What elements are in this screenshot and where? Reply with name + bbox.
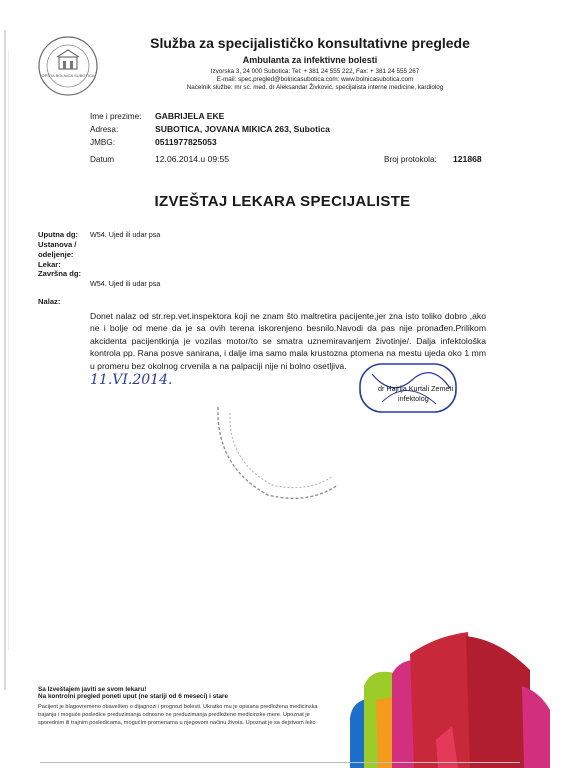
finding-text: Donet nalaz od str.rep.vet.inspektora koji ne znam što maltretira pacijente,jer zna isto toliko dobro ,ako ne i bolje od mene da je sa ovih terena iskorenjeno besnilo.Navodi da pas nije pronađen.Prilikom akcidenta pacijentkinja je vozilas motor/to se smatra uznemiravanjem životinje/. Dalja infektološka kontrola pp. Rana posve sanirana, i dalje ima samo mala krustozna ptomena na mestu ujeda oko 1 mm u promeru bez okolnog crvenila a na palpaciji nije ni bolno osetljiva. bbox=[90, 311, 486, 371]
referral-label: Uputna dg: bbox=[38, 230, 79, 239]
footer-line2: Na kontrolni pregled poneti uput (ne stariji od 6 meseci) i stare bbox=[38, 693, 228, 700]
final-diagnosis-value: W54. Ujed ili udar psa bbox=[90, 279, 161, 288]
patient-address-label: Adresa: bbox=[90, 125, 119, 134]
round-stamp-icon bbox=[208, 387, 346, 507]
footer-line3: Pacijent je blagovremeno obavešten o dijagnozi i prognozi bolesti. Ukratko mu je opisana predložena medicinska bbox=[38, 704, 318, 710]
patient-name-label: Ime i prezime: bbox=[90, 112, 142, 121]
header-email: E-mail: spec.pregled@bolnicasubotica.com: www.bolnicasubotica.com bbox=[216, 76, 414, 83]
protocol-number: 121868 bbox=[453, 154, 482, 164]
seal-text: OPŠTA BOLNICA SUBOTICA bbox=[41, 73, 95, 78]
footer-line5: sporednim ili trajnim posledicama, mogućim promenama u njegovom načinu života. Upoznat je sa dejstvom leko bbox=[38, 720, 316, 726]
doctor-title: infektolog bbox=[398, 394, 429, 403]
doctor-label: Lekar: bbox=[38, 260, 61, 269]
scan-edge-line bbox=[4, 30, 6, 690]
report-title: IZVEŠTAJ LEKARA SPECIJALISTE bbox=[154, 193, 411, 210]
patient-jmbg-label: JMBG: bbox=[90, 138, 116, 147]
institution-label: Ustanova / odeljenje: bbox=[38, 240, 77, 259]
scan-edge-line-secondary bbox=[8, 50, 9, 650]
hospital-seal-icon bbox=[37, 35, 99, 97]
finding-label: Nalaz: bbox=[38, 297, 61, 306]
final-diagnosis-label: Završna dg: bbox=[38, 269, 82, 278]
protocol-label: Broj protokola: bbox=[384, 155, 437, 164]
header-chief: Načelnik službe: mr sc. med. dr Aleksandar Živković, specijalista interne medicine, kardiolog bbox=[186, 84, 444, 91]
patient-address: SUBOTICA, JOVANA MIKICA 263, Subotica bbox=[155, 124, 330, 134]
header-subtitle: Ambulanta za infektivne bolesti bbox=[242, 55, 378, 65]
handwritten-date bbox=[88, 364, 184, 392]
svg-text:11.VI.2014.: 11.VI.2014. bbox=[90, 372, 173, 388]
bottom-rule bbox=[40, 762, 520, 763]
date-label: Datum bbox=[90, 155, 115, 164]
header-address: Izvorska 3, 24 000 Subotica: Tel: + 381 24 555 222, Fax: + 381 24 555 267 bbox=[210, 68, 420, 75]
header-title: Služba za specijalističko konsultativne preglede bbox=[150, 35, 470, 51]
date-value: 12.06.2014.u 09:55 bbox=[155, 154, 230, 164]
referral-value: W54. Ujed ili udar psa bbox=[90, 230, 161, 239]
footer-line4: trajanja i moguće posledice preduzimanja odnosno ne preduzimanja predložene medicinske mere. Upoznat je bbox=[38, 712, 310, 718]
patient-name: GABRIJELA EKE bbox=[155, 111, 225, 121]
footer-line1: Sa Izveštajem javiti se svom lekaru! bbox=[38, 686, 147, 693]
patient-jmbg: 0511977825053 bbox=[155, 137, 217, 147]
colorful-building-logo bbox=[340, 630, 565, 768]
doctor-name: dr Hajrija Kurtali Zemeti bbox=[378, 384, 454, 393]
